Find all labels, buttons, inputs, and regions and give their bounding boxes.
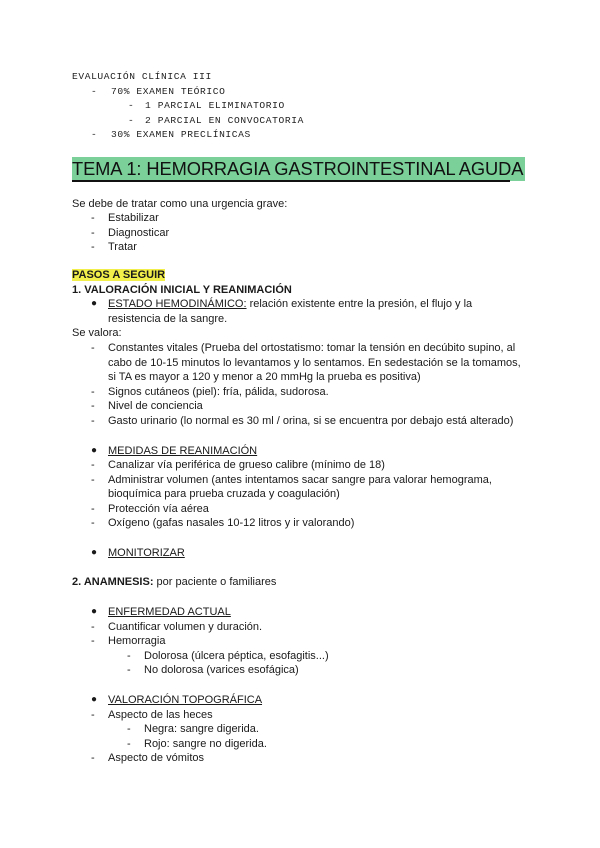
list-item: Hemorragia (108, 635, 166, 647)
estado-label: ESTADO HEMODINÁMICO: (108, 298, 247, 310)
list-item: Administrar volumen (antes intentamos sacar sangre para valorar hemograma, (108, 474, 492, 486)
section-2-heading (72, 575, 276, 590)
list-dash: - (91, 212, 95, 224)
intro-text: Se debe de tratar como una urgencia grave: (72, 198, 288, 210)
partial-1-line: 1 PARCIAL ELIMINATORIO (145, 100, 285, 111)
list-dash: - (91, 459, 95, 471)
title-underline (72, 180, 510, 182)
list-dash: - (91, 503, 95, 515)
list-item: Gasto urinario (lo normal es 30 ml / orina, si se encuentra por debajo está alterado) (108, 415, 514, 427)
course-title: EVALUACIÓN CLÍNICA III (72, 71, 212, 82)
list-item: Tratar (108, 241, 137, 253)
sublist-dash: - (127, 723, 131, 735)
bullet-icon: ● (91, 694, 98, 705)
estado-text: relación existente entre la presión, el flujo y la (246, 298, 473, 310)
sublist-item: Dolorosa (úlcera péptica, esofagitis...) (144, 650, 329, 662)
list-dash: - (91, 415, 95, 427)
list-item: Aspecto de las heces (108, 709, 213, 721)
exam-preclinical-line: 30% EXAMEN PRECLÍNICAS (111, 129, 251, 140)
bullet-icon: ● (91, 298, 98, 309)
section-2-subtitle: por paciente o familiares (153, 576, 277, 588)
list-item-cont: cabo de 10-15 minutos lo levantamos y lo sentamos. En sedestación se la tomamos, (108, 357, 521, 369)
list-item: Protección vía aérea (108, 503, 209, 515)
list-item: Nivel de conciencia (108, 400, 203, 412)
title-text: TEMA 1: HEMORRAGIA GASTROINTESTINAL AGUDA (72, 158, 524, 179)
list-dash: - (91, 621, 95, 633)
header-dash: - (91, 86, 98, 97)
header-dash: - (128, 100, 135, 111)
medidas-label: MEDIDAS DE REANIMACIÓN (108, 445, 258, 457)
section-1-heading: 1. VALORACIÓN INICIAL Y REANIMACIÓN (72, 284, 292, 296)
list-dash: - (91, 241, 95, 253)
section-label (72, 268, 165, 283)
topografica-label: VALORACIÓN TOPOGRÁFICA (108, 694, 263, 706)
bullet-icon: ● (91, 445, 98, 456)
sublist-item: No dolorosa (varices esofágica) (144, 664, 299, 676)
page-title (72, 158, 525, 180)
sublist-dash: - (127, 650, 131, 662)
estado-text-cont: resistencia de la sangre. (108, 313, 228, 325)
monitorizar-label: MONITORIZAR (108, 547, 185, 559)
list-dash: - (91, 400, 95, 412)
list-dash: - (91, 752, 95, 764)
exam-theory-line: 70% EXAMEN TEÓRICO (111, 86, 226, 97)
header-dash: - (91, 129, 98, 140)
sublist-item: Negra: sangre digerida. (144, 723, 259, 735)
sublist-item: Rojo: sangre no digerida. (144, 738, 267, 750)
bullet-icon: ● (91, 547, 98, 558)
sublist-dash: - (127, 664, 131, 676)
list-item: Estabilizar (108, 212, 159, 224)
list-dash: - (91, 342, 95, 354)
sublist-dash: - (127, 738, 131, 750)
list-item: Canalizar vía periférica de grueso calibre (mínimo de 18) (108, 459, 385, 471)
list-dash: - (91, 517, 95, 529)
list-item: Oxígeno (gafas nasales 10-12 litros y ir valorando) (108, 517, 355, 529)
list-item: Cuantificar volumen y duración. (108, 621, 263, 633)
list-item: Diagnosticar (108, 227, 170, 239)
bullet-icon: ● (91, 606, 98, 617)
enfermedad-label: ENFERMEDAD ACTUAL (108, 606, 231, 618)
list-dash: - (91, 227, 95, 239)
estado-line (108, 297, 472, 312)
partial-2-line: 2 PARCIAL EN CONVOCATORIA (145, 115, 304, 126)
highlighted-label: PASOS A SEGUIR (72, 269, 166, 281)
list-item: Aspecto de vómitos (108, 752, 204, 764)
list-dash: - (91, 386, 95, 398)
list-item-cont: si TA es mayor a 120 y menor a 20 mmHg la prueba es positiva) (108, 371, 421, 383)
list-item: Constantes vitales (Prueba del ortostatismo: tomar la tensión en decúbito supino, al (108, 342, 516, 354)
list-item: Signos cutáneos (piel): fría, pálida, sudorosa. (108, 386, 329, 398)
header-dash: - (128, 115, 135, 126)
list-dash: - (91, 474, 95, 486)
se-valora: Se valora: (72, 327, 122, 339)
list-dash: - (91, 635, 95, 647)
section-2-title: 2. ANAMNESIS: (72, 576, 154, 588)
list-item-cont: bioquímica para prueba cruzada y coagulación) (108, 488, 340, 500)
list-dash: - (91, 709, 95, 721)
